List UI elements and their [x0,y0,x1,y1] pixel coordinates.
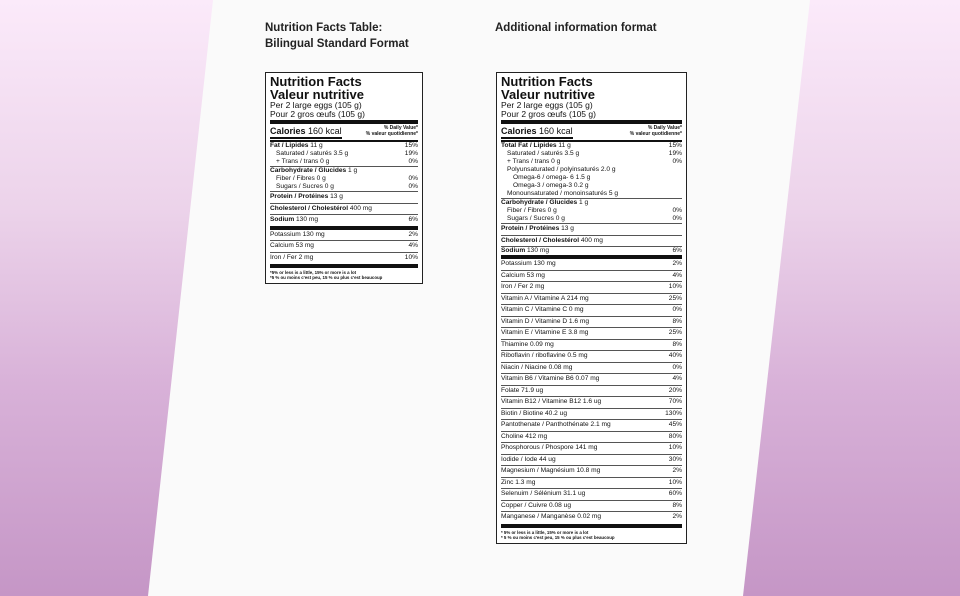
nutrient-label [270,175,326,183]
nutrient-label [501,207,557,215]
nutrient-row [270,142,418,150]
daily-value-percent: 0% [408,183,418,190]
daily-value-percent: 0% [672,306,682,313]
nutrient-row [501,198,682,207]
nutrient-amount: Zinc 1.3 mg [501,478,536,486]
daily-value-percent: 60% [668,490,682,497]
daily-value-percent: 0% [672,207,682,214]
nutrient-label [501,351,588,362]
footnote-fr: *5 % ou moins c'est peu, 15 % ou plus c'est beaucoup [270,275,383,281]
nutrient-label [501,190,618,198]
nutrient-name: Fat / Lipides [270,142,309,149]
nutrient-row [501,350,682,362]
daily-value-percent: 6% [408,216,418,223]
nutrient-label [270,215,318,226]
nutrient-label [270,142,323,150]
nutrient-label [501,294,589,305]
daily-value-percent: 8% [672,317,682,325]
nutrient-amount: Vitamin E / Vitamine E 3.8 mg [501,329,589,336]
daily-value-percent: 8% [672,501,682,509]
nutrient-row [501,362,682,374]
nutrient-row [501,142,682,150]
daily-value-percent: 2% [672,467,682,474]
nutrient-row [501,150,682,158]
nutrient-row [270,191,418,203]
nutrient-name: Sodium [501,247,526,254]
nutrient-label [501,182,589,190]
daily-value-en: % Daily Value* [647,125,682,131]
nutrient-label [270,192,343,203]
nutrient-name: Carbohydrate / Glucides [270,167,347,174]
daily-value-percent: 0% [408,175,418,182]
serving-size-fr: Pour 2 gros œufs (105 g) [501,109,596,119]
nutrient-row [501,465,682,477]
nutrient-label [501,236,603,247]
nutrient-row [270,252,418,264]
daily-value-percent: 19% [668,150,682,157]
nutrient-amount: 13 g [559,225,574,232]
nutrient-label [270,167,357,175]
nutrient-label [501,432,547,443]
daily-value-percent: 45% [668,421,682,428]
nutrient-row [270,240,418,252]
nutrient-name: Carbohydrate / Glucides [501,199,578,206]
nutrient-amount: + Trans / trans 0 g [507,158,561,165]
nutrient-row [501,327,682,339]
nutrient-amount: Polyunsaturated / polyinsaturés 2.0 g [507,166,616,173]
nutrient-amount: 400 mg [348,204,372,212]
nutrient-amount: Iron / Fer 2 mg [501,283,545,290]
nutrient-label [501,150,579,158]
nutrient-amount: Iron / Fer 2 mg [270,253,314,261]
nutrient-amount: 13 g [328,193,343,200]
nutrient-amount: Calcium 53 mg [270,242,314,249]
nutrient-row [270,158,418,166]
calories-label: Calories [270,126,306,136]
nutrient-amount: Thiamine 0.09 mg [501,340,554,348]
nutrient-row [501,281,682,293]
nutrient-amount: Copper / Cuivre 0.08 ug [501,501,572,509]
nutrient-row [270,150,418,158]
nutrient-amount: Omega-6 / omega- 6 1.5 g [513,174,591,181]
nutrient-row [501,190,682,198]
nutrient-row [501,270,682,282]
nutrient-amount: 11 g [556,142,571,149]
nutrient-amount: Saturated / saturés 3.5 g [507,150,580,157]
nutrient-label [501,247,549,255]
calories-row [270,124,418,140]
nutrient-row [501,174,682,182]
nutrient-label [501,363,572,374]
nutrient-amount: Phosphorous / Phospore 141 mg [501,444,598,451]
nutrient-amount: Fiber / Fibres 0 g [507,207,557,214]
nutrient-label [501,199,588,207]
nutrient-row [501,339,682,351]
nutrient-amount: Potassium 130 mg [501,260,556,267]
nutrient-label [501,420,611,431]
nutrient-row [501,246,682,255]
nutrient-row [501,158,682,166]
nutrient-row [501,385,682,397]
nutrient-row [501,182,682,190]
nutrient-label [501,142,571,150]
title-en: Nutrition Facts [501,74,593,89]
nutrient-row [501,316,682,328]
nutrient-label [501,305,584,316]
calories-value: 160 kcal [539,126,573,136]
nutrient-amount: 130 mg [294,216,319,223]
left-heading-line2: Bilingual Standard Format [265,38,409,50]
title-en: Nutrition Facts [270,74,362,89]
nutrient-row [501,223,682,235]
daily-value-percent: 0% [408,158,418,165]
daily-value-percent: 130% [665,409,682,417]
daily-value-percent: 0% [672,363,682,371]
daily-value-fr: % valeur quotidienne* [629,130,682,137]
daily-value-percent: 6% [672,247,682,254]
daily-value-percent: 2% [672,513,682,520]
nutrient-label [270,241,314,252]
daily-value-percent: 20% [668,386,682,394]
nutrient-amount: Biotin / Biotine 40.2 ug [501,409,567,417]
nutrient-row [501,215,682,223]
nutrient-amount: 1 g [577,199,589,206]
nutrient-amount: Folate 71.9 ug [501,386,544,394]
nutrient-amount: Vitamin B12 / Vitamine B12 1.6 ug [501,398,602,405]
nutrient-amount: + Trans / trans 0 g [276,158,330,165]
nutrient-row [270,166,418,175]
daily-value-fr: % valeur quotidienne* [365,130,418,137]
nutrition-facts-table-additional [496,72,687,544]
title-fr: Valeur nutritive [270,87,364,102]
nutrient-amount: 130 mg [525,247,550,254]
calories-value: 160 kcal [308,126,342,136]
nutrient-amount: Magnesium / Magnésium 10.8 mg [501,467,601,474]
nutrient-amount: Pantothenate / Panthothénate 2.1 mg [501,421,611,428]
daily-value-percent: 2% [408,230,418,238]
nutrient-row [270,203,418,215]
nutrient-name: Cholesterol / Cholestérol [270,204,349,212]
nutrient-amount: Omega-3 / omega-3 0.2 g [513,182,589,189]
serving-size-fr: Pour 2 gros œufs (105 g) [270,109,365,119]
nutrient-row [501,419,682,431]
nutrient-amount: Choline 412 mg [501,432,548,440]
daily-value-percent: 40% [668,352,682,359]
nutrient-label [501,271,545,282]
daily-value-percent: 19% [404,150,418,157]
serving-size-en: Per 2 large eggs (105 g) [501,100,593,110]
nutrient-label [501,443,597,454]
nutrient-amount: Sugars / Sucres 0 g [507,215,565,222]
footnote [270,268,418,280]
nutrient-amount: 400 mg [579,236,603,244]
nutrient-amount: Iodide / Iode 44 ug [501,455,556,463]
nutrient-label [501,215,565,223]
nutrient-row [501,255,682,270]
nutrient-amount: Vitamin C / Vitamine C 0 mg [501,306,584,313]
calories [270,126,342,139]
footnote-fr: * 5 % ou moins c'est peu, 15 % ou plus c'est beaucoup [501,534,615,540]
nutrient-label [501,466,600,477]
nutrient-amount: Vitamin A / Vitamine A 214 mg [501,294,589,302]
nutrient-amount: Vitamin D / Vitamine D 1.6 mg [501,317,590,325]
nutrient-label [501,501,571,512]
calories-row [501,124,682,140]
left-heading-line1: Nutrition Facts Table: [265,22,383,34]
nutrient-label [270,183,334,191]
daily-value-percent: 4% [408,242,418,249]
nutrient-name: Sodium [270,216,295,223]
nutrient-row [270,226,418,241]
nutrient-row [501,500,682,512]
nutrient-row [270,183,418,191]
nutrient-amount: Selenuim / Sélénium 31.1 ug [501,490,586,497]
nutrient-row [501,454,682,466]
nutrient-name: Cholesterol / Cholestérol [501,236,580,244]
daily-value-percent: 15% [404,142,418,149]
nutrient-amount: Niacin / Niacine 0.08 mg [501,363,573,371]
daily-value-en: % Daily Value* [383,125,418,131]
nutrient-label [270,150,348,158]
nutrient-label [270,253,313,264]
nutrient-amount: Riboflavin / riboflavine 0.5 mg [501,352,588,359]
daily-value-percent: 10% [668,283,682,290]
nutrient-label [501,166,616,174]
calories [501,126,573,139]
nutrient-row [270,214,418,226]
right-heading: Additional information format [495,22,657,34]
nutrient-amount: Calcium 53 mg [501,271,545,279]
daily-value-percent: 25% [668,294,682,302]
daily-value-percent: 10% [668,444,682,451]
nutrient-amount: Potassium 130 mg [270,230,325,238]
daily-value-percent: 15% [668,142,682,149]
nutrient-row [501,477,682,489]
daily-value-percent: 10% [668,478,682,486]
daily-value-percent: 10% [404,253,418,261]
nutrient-label [501,158,560,166]
daily-value-percent: 0% [672,158,682,165]
daily-value-percent: 0% [672,215,682,222]
nutrient-row [501,396,682,408]
daily-value-percent: 80% [668,432,682,440]
nutrient-name: Protein / Protéines [270,193,329,200]
daily-value-percent: 4% [672,375,682,382]
nutrient-amount: Monounsaturated / monoinsaturés 5 g [507,190,619,197]
nutrient-amount: Vitamin B6 / Vitamine B6 0.07 mg [501,375,600,382]
nutrient-label [501,174,590,182]
daily-value-percent: 2% [672,260,682,267]
daily-value-header [630,126,682,137]
nutrient-row [501,511,682,523]
nutrient-amount: 11 g [308,142,323,149]
footnote-en: * 5% or less is a little, 15% or more is a lot [501,529,589,535]
nutrient-row [270,175,418,183]
footnote [501,528,682,540]
nutrient-label [501,409,567,420]
nutrient-row [501,207,682,215]
nutrient-label [501,489,585,500]
daily-value-percent: 4% [672,271,682,279]
daily-value-percent: 70% [668,398,682,405]
daily-value-percent: 30% [668,455,682,463]
nutrient-name: Total Fat / Lipides [501,142,557,149]
nutrient-label [270,230,325,241]
nutrition-facts-table-standard [265,72,423,284]
nutrient-label [501,340,554,351]
nutrient-label [501,374,599,385]
calories-label: Calories [501,126,537,136]
daily-value-percent: 25% [668,329,682,336]
nutrient-label [501,259,556,270]
nutrient-row [501,373,682,385]
nutrient-amount: Saturated / saturés 3.5 g [276,150,349,157]
nutrient-label [501,397,601,408]
nutrient-label [501,317,589,328]
nutrient-label [501,224,574,235]
nutrient-amount: Fiber / Fibres 0 g [276,175,326,182]
left-heading [265,20,409,52]
nutrient-label [501,478,535,489]
nutrient-amount: Sugars / Sucres 0 g [276,183,334,190]
nutrient-row [501,293,682,305]
serving-size-en: Per 2 large eggs (105 g) [270,100,362,110]
nutrient-name: Protein / Protéines [501,225,560,232]
nutrient-label [501,282,544,293]
nutrient-label [501,512,601,523]
nutrient-label [270,204,372,215]
nutrient-label [270,158,329,166]
nutrient-amount: Manganese / Manganèse 0.02 mg [501,513,602,520]
nutrient-row [501,304,682,316]
nutrient-label [501,386,543,397]
footnote-en: *5% or less is a little, 15% or more is a lot [270,270,357,275]
daily-value-percent: 8% [672,340,682,348]
title-fr: Valeur nutritive [501,87,595,102]
nutrient-row [501,431,682,443]
nutrient-row [501,166,682,174]
nutrient-label [501,455,556,466]
nutrient-row [501,488,682,500]
nutrient-amount: 1 g [346,167,358,174]
nutrient-row [501,442,682,454]
nutrient-row [501,408,682,420]
nutrient-label [501,328,588,339]
nutrient-row [501,235,682,247]
daily-value-header [366,126,418,137]
